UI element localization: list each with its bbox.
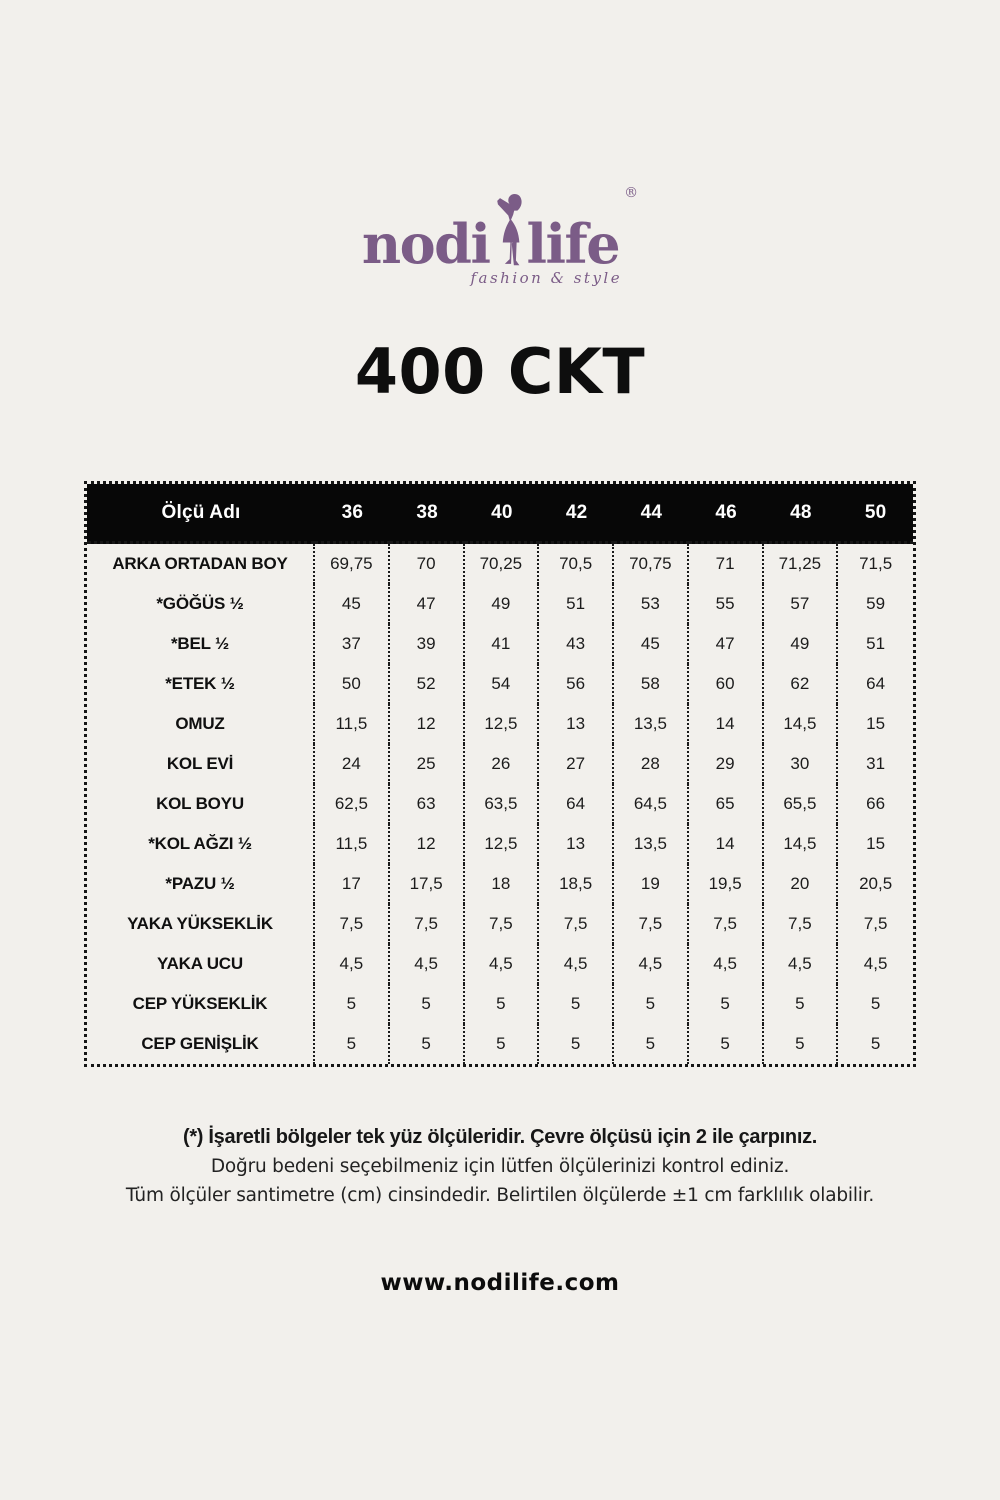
size-column-header: 42	[539, 484, 614, 544]
measure-label: *BEL ½	[87, 624, 315, 664]
measure-value: 15	[866, 714, 886, 733]
measure-value: 58	[614, 664, 689, 704]
table-row	[87, 704, 913, 744]
measure-label: CEP YÜKSEKLİK	[87, 984, 315, 1024]
measure-value: 5	[390, 984, 465, 1024]
measure-value: 20	[764, 864, 839, 904]
size-column-header: 36	[315, 484, 390, 544]
measure-value: 62	[764, 664, 839, 704]
table-row	[87, 824, 913, 864]
size-header-row	[87, 484, 913, 544]
measure-value: 71,5	[859, 554, 893, 573]
measure-value: 15	[866, 834, 886, 853]
measure-value: 4,5	[539, 944, 614, 984]
measure-label: *GÖĞÜS ½	[87, 584, 315, 624]
brand-name-left: nodi	[361, 211, 490, 276]
measure-label: KOL EVİ	[87, 744, 315, 784]
measure-value: 50	[315, 664, 390, 704]
note-asterisk-info: (*) İşaretli bölgeler tek yüz ölçüleridir. Çevre ölçüsü için 2 ile çarpınız.	[182, 1126, 818, 1148]
measure-value: 4,5	[315, 944, 390, 984]
measure-value: 31	[866, 754, 886, 773]
size-column-header: 38	[390, 484, 465, 544]
measure-label: YAKA UCU	[87, 944, 315, 984]
measure-value: 7,5	[390, 904, 465, 944]
measure-value: 56	[539, 664, 614, 704]
measure-value: 20,5	[859, 874, 893, 893]
measure-value: 14,5	[764, 704, 839, 744]
measure-value: 5	[539, 1024, 614, 1064]
measure-label: CEP GENİŞLİK	[87, 1024, 315, 1064]
measure-value: 62,5	[315, 784, 390, 824]
measure-value: 14	[689, 704, 764, 744]
size-column-header: 50	[838, 484, 913, 544]
measure-value: 4,5	[465, 944, 540, 984]
measure-value: 49	[465, 584, 540, 624]
measure-value: 17	[315, 864, 390, 904]
measure-label: *PAZU ½	[87, 864, 315, 904]
table-row	[87, 784, 913, 824]
measure-value: 7,5	[539, 904, 614, 944]
measure-value: 69,75	[315, 544, 390, 584]
measure-value: 11,5	[315, 704, 390, 744]
measure-value: 4,5	[764, 944, 839, 984]
measure-value: 17,5	[390, 864, 465, 904]
measure-value: 7,5	[689, 904, 764, 944]
product-model-title: 400 CKT	[354, 335, 646, 408]
measure-label: OMUZ	[87, 704, 315, 744]
brand-logo	[0, 0, 1000, 287]
measure-value: 66	[866, 794, 886, 813]
measure-value: 29	[689, 744, 764, 784]
measure-value: 5	[465, 1024, 540, 1064]
table-row	[87, 624, 913, 664]
measure-value: 4,5	[614, 944, 689, 984]
measure-value: 5	[689, 1024, 764, 1064]
measure-value: 54	[465, 664, 540, 704]
measure-value: 39	[390, 624, 465, 664]
measure-label: ARKA ORTADAN BOY	[87, 544, 315, 584]
table-row	[87, 1024, 913, 1064]
measure-value: 37	[315, 624, 390, 664]
measure-value: 14,5	[764, 824, 839, 864]
measure-value: 53	[614, 584, 689, 624]
measure-value: 51	[866, 634, 886, 653]
size-chart-table	[84, 481, 916, 1067]
measure-value: 45	[315, 584, 390, 624]
measure-value: 19,5	[689, 864, 764, 904]
measure-value: 5	[870, 1034, 881, 1053]
measure-value: 5	[764, 984, 839, 1024]
measure-value: 5	[870, 994, 881, 1013]
table-row	[87, 744, 913, 784]
measure-value: 24	[315, 744, 390, 784]
measure-value: 64	[539, 784, 614, 824]
measure-value: 4,5	[863, 954, 888, 973]
measure-value: 13	[539, 704, 614, 744]
brand-tagline: fashion & style	[470, 269, 623, 287]
measure-value: 71,25	[764, 544, 839, 584]
measure-value: 70	[390, 544, 465, 584]
measure-value: 11,5	[315, 824, 390, 864]
measure-value: 45	[614, 624, 689, 664]
measure-value: 5	[614, 1024, 689, 1064]
measure-value: 19	[614, 864, 689, 904]
measure-value: 13	[539, 824, 614, 864]
measure-value: 70,75	[614, 544, 689, 584]
measure-value: 18,5	[539, 864, 614, 904]
measure-value: 5	[764, 1024, 839, 1064]
measure-value: 12,5	[465, 824, 540, 864]
size-table-head	[87, 484, 913, 544]
measure-value: 60	[689, 664, 764, 704]
measure-value: 4,5	[390, 944, 465, 984]
measure-value: 4,5	[689, 944, 764, 984]
brand-name-right: life	[526, 211, 620, 276]
measure-value: 28	[614, 744, 689, 784]
measure-value: 26	[465, 744, 540, 784]
website-url: www.nodilife.com	[380, 1270, 620, 1296]
measure-value: 12	[390, 704, 465, 744]
size-column-header: 46	[689, 484, 764, 544]
measure-value: 18	[465, 864, 540, 904]
size-column-header: 40	[465, 484, 540, 544]
measure-value: 7,5	[465, 904, 540, 944]
measure-label: KOL BOYU	[87, 784, 315, 824]
measure-value: 49	[764, 624, 839, 664]
size-column-header: 48	[764, 484, 839, 544]
table-row	[87, 984, 913, 1024]
table-row	[87, 944, 913, 984]
measure-value: 70,5	[539, 544, 614, 584]
measure-label: YAKA YÜKSEKLİK	[87, 904, 315, 944]
measure-value: 7,5	[614, 904, 689, 944]
measure-value: 47	[390, 584, 465, 624]
measure-value: 64,5	[614, 784, 689, 824]
table-row	[87, 664, 913, 704]
measurement-notes	[0, 1123, 1000, 1210]
measure-value: 43	[539, 624, 614, 664]
table-row	[87, 904, 913, 944]
measure-value: 12	[390, 824, 465, 864]
measure-value: 7,5	[764, 904, 839, 944]
measure-value: 13,5	[614, 704, 689, 744]
registered-trademark-icon: ®	[624, 185, 639, 201]
measure-value: 25	[390, 744, 465, 784]
size-table-body	[87, 544, 913, 1064]
measure-value: 7,5	[863, 914, 888, 933]
measure-value: 57	[764, 584, 839, 624]
table-row	[87, 584, 913, 624]
measure-value: 59	[866, 594, 886, 613]
measure-value: 14	[689, 824, 764, 864]
measure-value: 52	[390, 664, 465, 704]
measure-value: 12,5	[465, 704, 540, 744]
measure-value: 5	[390, 1024, 465, 1064]
measure-value: 5	[315, 984, 390, 1024]
measure-value: 63,5	[465, 784, 540, 824]
measure-value: 41	[465, 624, 540, 664]
measure-value: 64	[866, 674, 886, 693]
measure-label: *KOL AĞZI ½	[87, 824, 315, 864]
measure-value: 7,5	[315, 904, 390, 944]
measure-value: 51	[539, 584, 614, 624]
measure-label: *ETEK ½	[87, 664, 315, 704]
size-column-header: 44	[614, 484, 689, 544]
measure-value: 5	[689, 984, 764, 1024]
measure-value: 5	[465, 984, 540, 1024]
measure-value: 13,5	[614, 824, 689, 864]
measure-value: 5	[539, 984, 614, 1024]
measure-value: 55	[689, 584, 764, 624]
measure-value: 65	[689, 784, 764, 824]
measure-value: 70,25	[465, 544, 540, 584]
note-check-sizes: Doğru bedeni seçebilmeniz için lütfen ölçülerinizi kontrol ediniz.	[210, 1156, 790, 1177]
measure-value: 30	[764, 744, 839, 784]
woman-silhouette-icon	[487, 194, 531, 266]
measure-value: 65,5	[764, 784, 839, 824]
measure-value: 63	[390, 784, 465, 824]
measure-value: 71	[689, 544, 764, 584]
measure-value: 47	[689, 624, 764, 664]
table-row	[87, 864, 913, 904]
table-row	[87, 544, 913, 584]
measure-value: 5	[315, 1024, 390, 1064]
measure-value: 27	[539, 744, 614, 784]
measure-value: 5	[614, 984, 689, 1024]
measure-name-header: Ölçü Adı	[87, 484, 315, 544]
note-cm-tolerance: Tüm ölçüler santimetre (cm) cinsindedir. Belirtilen ölçülerde ±1 cm farklılık olabilir.	[125, 1185, 875, 1206]
